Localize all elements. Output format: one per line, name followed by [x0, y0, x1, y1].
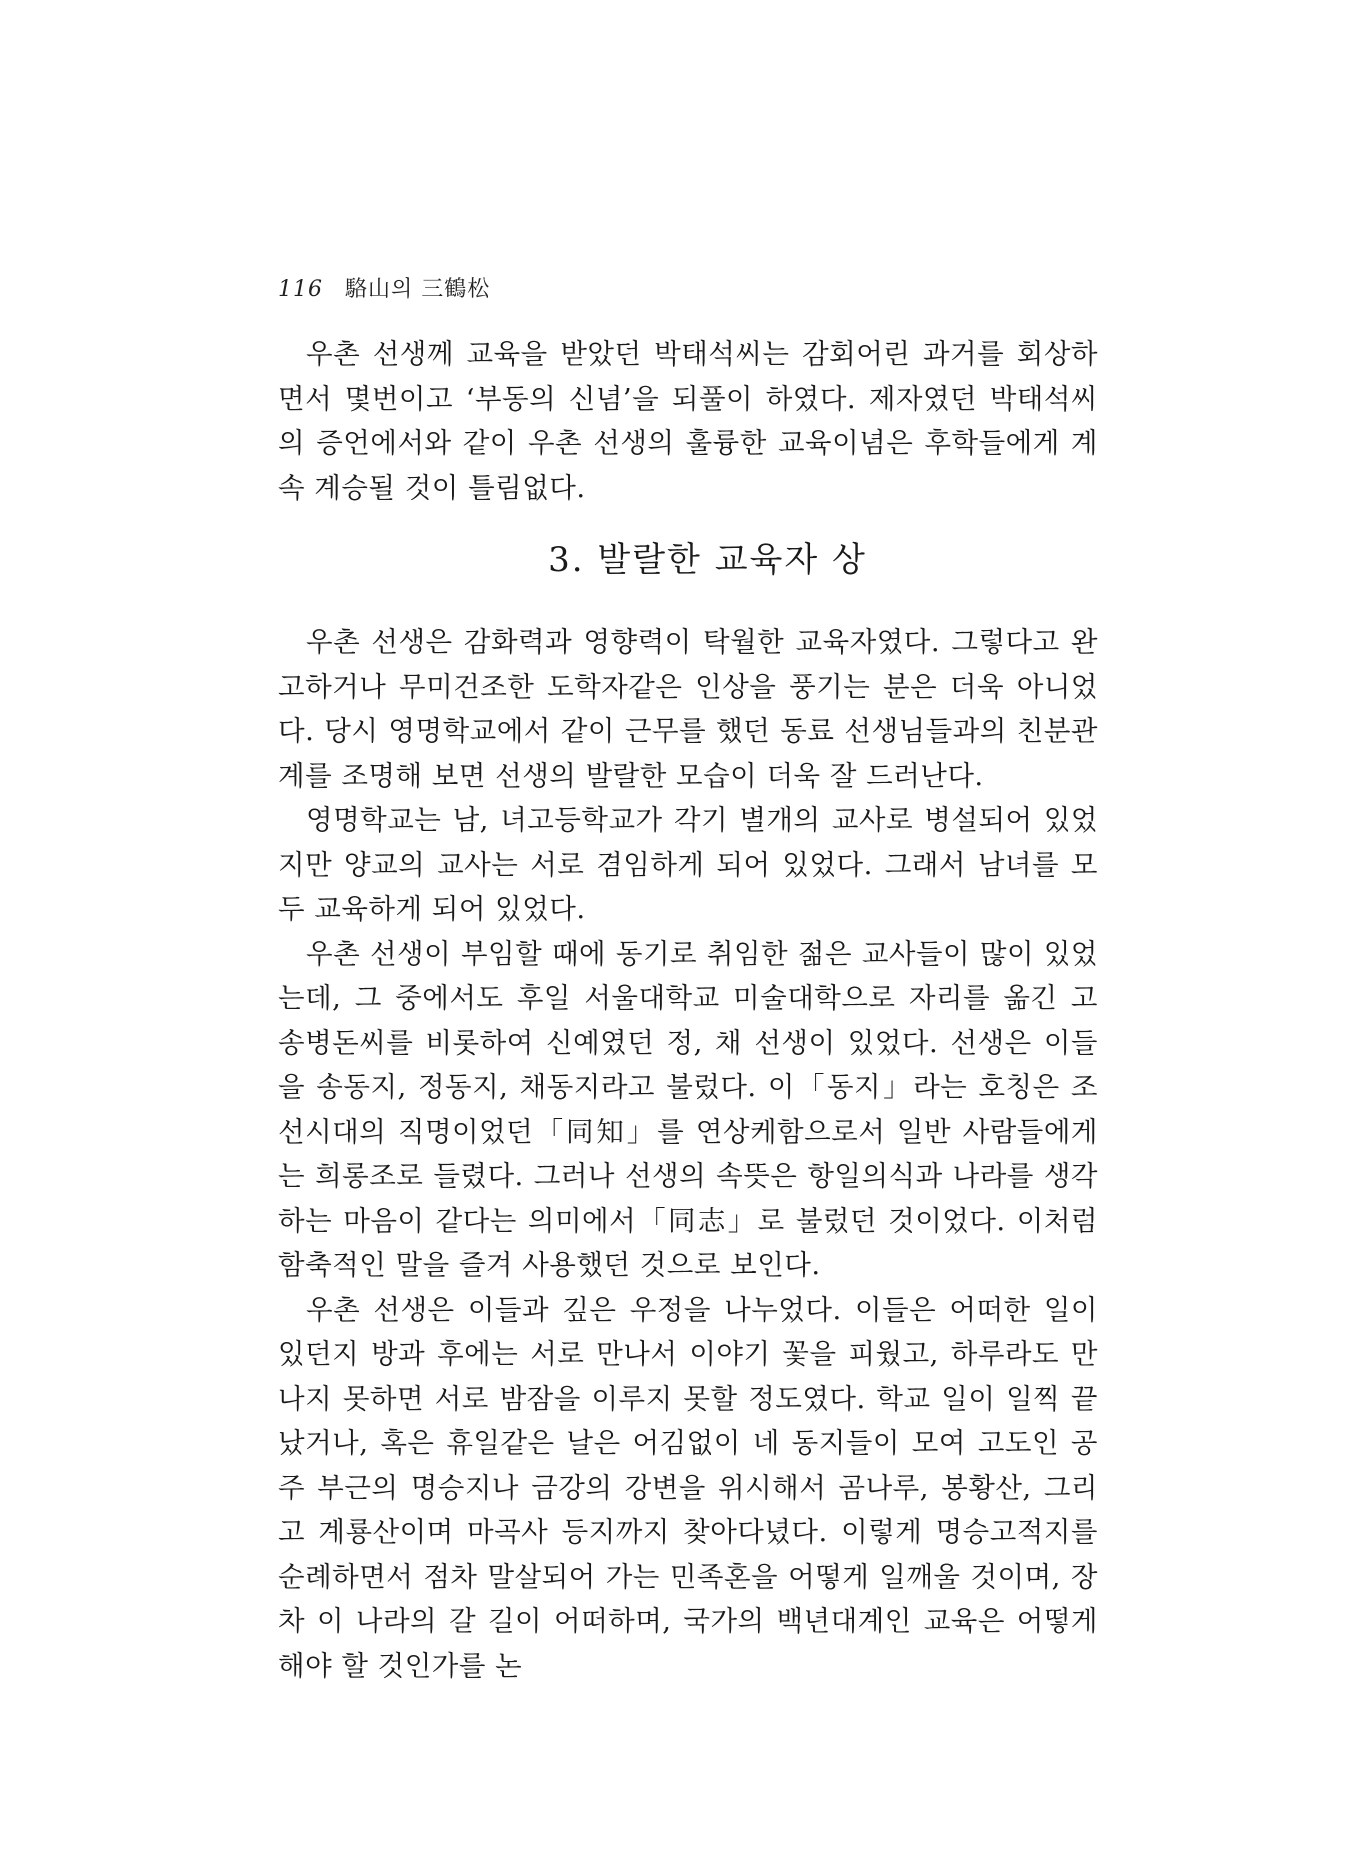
body-paragraph: 우촌 선생은 이들과 깊은 우정을 나누었다. 이들은 어떠한 일이 있던지 방과 후에는 서로 만나서 이야기 꽃을 피웠고, 하루라도 만나지 못하면 서로 밤잠을 이루지 못할 정도였다. 학교 일이 일찍 끝났거나, 혹은 휴일같은 날은 어김없이 네 동지들이 모여 고도인 공주 부근의 명승지나 금강의 강변을 위시해서 곰나루, 봉황산, 그리고 계룡산이며 마곡사 등지까지 찾아다녔다. 이렇게 명승고적지를 순례하면서 점차 말살되어 가는 민족혼을 어떻게 일깨울 것이며, 장차 이 나라의 갈 길이 어떠하며, 국가의 백년대계인 교육은 어떻게 해야 할 것인가를 논: [278, 1293, 1098, 1682]
body-paragraph: 우촌 선생은 감화력과 영향력이 탁월한 교육자였다. 그렇다고 완고하거나 무미건조한 도학자같은 인상을 풍기는 분은 더욱 아니었다. 당시 영명학교에서 같이 근무를 했던 동료 선생님들과의 친분관계를 조명해 보면 선생의 발랄한 모습이 더욱 잘 드러난다.: [278, 626, 1098, 792]
intro-text-block: [278, 332, 1098, 510]
section-body: [278, 620, 1098, 1688]
running-header: [278, 272, 490, 303]
book-title: 駱山의 三鶴松: [345, 277, 491, 302]
section-heading-text: 3. 발랄한 교육자 상: [548, 540, 867, 580]
section-heading: [0, 532, 1345, 581]
body-paragraph: 우촌 선생이 부임할 때에 동기로 취임한 젊은 교사들이 많이 있었는데, 그 중에서도 후일 서울대학교 미술대학으로 자리를 옮긴 고 송병돈씨를 비롯하여 신예였던 정, 채 선생이 있었다. 선생은 이들을 송동지, 정동지, 채동지라고 불렀다. 이「동지」라는 호칭은 조선시대의 직명이었던「同知」를 연상케함으로서 일반 사람들에게는 희롱조로 들렸다. 그러나 선생의 속뜻은 항일의식과 나라를 생각하는 마음이 같다는 의미에서「同志」로 불렀던 것이었다. 이처럼 함축적인 말을 즐겨 사용했던 것으로 보인다.: [278, 937, 1098, 1281]
body-paragraph: 영명학교는 남, 녀고등학교가 각기 별개의 교사로 병설되어 있었지만 양교의 교사는 서로 겸임하게 되어 있었다. 그래서 남녀를 모두 교육하게 되어 있었다.: [278, 804, 1098, 925]
page-number: 116: [278, 277, 323, 302]
intro-paragraph: 우촌 선생께 교육을 받았던 박태석씨는 감회어린 과거를 회상하면서 몇번이고 ‘부동의 신념’을 되풀이 하였다. 제자였던 박태석씨의 증언에서와 같이 우촌 선생의 훌륭한 교육이념은 후학들에게 계속 계승될 것이 틀림없다.: [278, 338, 1098, 504]
